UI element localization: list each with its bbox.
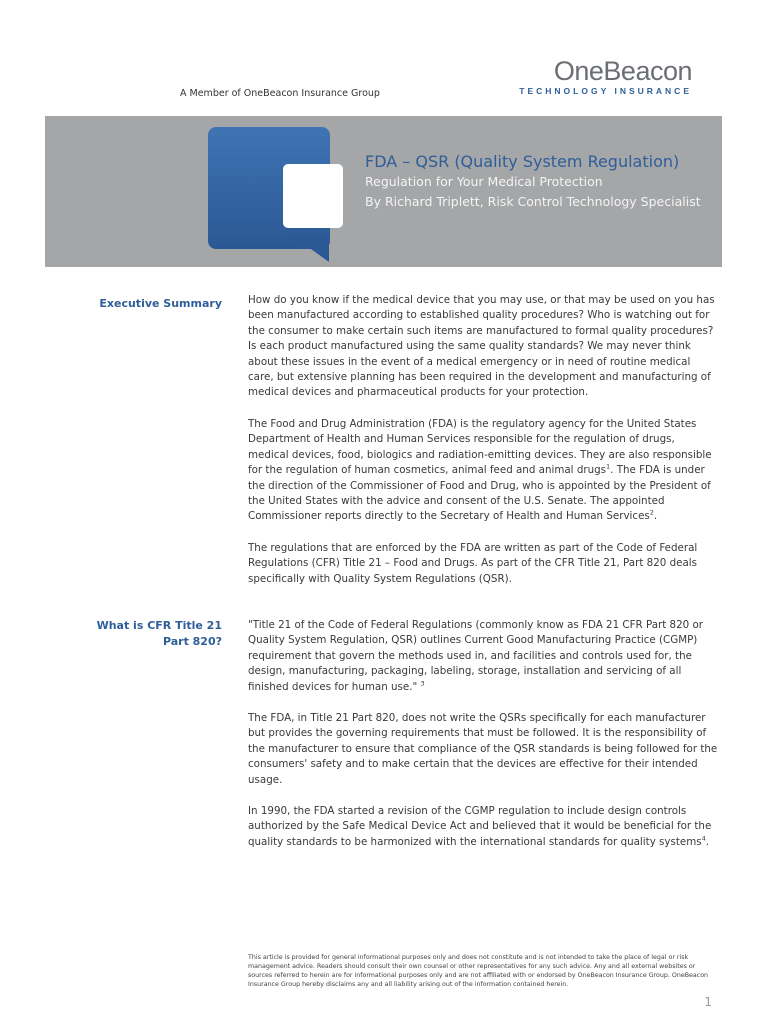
heading-line: Part 820? bbox=[162, 635, 222, 648]
paragraph-text: . The FDA is under the direction of the Commissioner of Food and Drug, who is appointed by the President of the United States with the advice and consent of the U.S. Senate. The appointed Commissioner reports directly to the Secretary of Health and Human Services bbox=[248, 464, 711, 523]
brand-tagline: TECHNOLOGY INSURANCE bbox=[519, 86, 692, 96]
speech-bubble-icon bbox=[207, 126, 349, 264]
banner-text bbox=[365, 152, 701, 212]
title-banner bbox=[45, 116, 722, 267]
footnote-ref: 4 bbox=[701, 834, 706, 843]
footnote-ref: 3 bbox=[420, 679, 425, 688]
body-paragraph bbox=[248, 618, 718, 695]
article-subtitle: Regulation for Your Medical Protection bbox=[365, 174, 603, 189]
body-paragraph bbox=[248, 417, 718, 525]
paragraph-text: In 1990, the FDA started a revision of the CGMP regulation to include design controls authorized by the Safe Medical Device Act and believed that it would be beneficial for the quality standards to be harmonized with the international standards for quality systems bbox=[248, 805, 712, 848]
body-paragraph: The regulations that are enforced by the FDA are written as part of the Code of Federal Regulations (CFR) Title 21 – Food and Drugs. As part of the CFR Title 21, Part 820 deals specifically with Quality System Regulations (QSR). bbox=[248, 542, 698, 585]
paragraph-text: . bbox=[653, 510, 658, 523]
section-heading-executive-summary: Executive Summary bbox=[99, 297, 222, 310]
brand-name: OneBeacon bbox=[553, 56, 692, 86]
article-title: FDA – QSR (Quality System Regulation) bbox=[365, 152, 680, 171]
page-number: 1 bbox=[704, 995, 712, 1009]
section-heading-cfr-title-21 bbox=[97, 618, 222, 650]
footnote-ref: 1 bbox=[606, 462, 611, 471]
footnote-ref: 2 bbox=[649, 509, 654, 518]
paragraph-text: The Food and Drug Administration (FDA) is the regulatory agency for the United States Department of Health and Human Services responsible for the regulation of drugs, medical devices, food, biologics and radiation-emitting devices. They are also responsible for the regulation of human cosmetics, animal feed and animal drugs bbox=[248, 418, 712, 477]
heading-line: What is CFR Title 21 bbox=[96, 619, 222, 632]
body-paragraph bbox=[248, 804, 718, 850]
paragraph-text: . bbox=[705, 835, 710, 848]
article-byline: By Richard Triplett, Risk Control Technology Specialist bbox=[365, 194, 701, 209]
member-line: A Member of OneBeacon Insurance Group bbox=[180, 88, 380, 99]
body-paragraph: How do you know if the medical device that you may use, or that may be used on you has been manufactured according to established quality procedures? Who is watching out for the consumer to make certain such items are manufactured to formal quality procedures? Is each product manufactured using the same quality standards? We may never think about these issues in the event of a medical emergency or in need of routine medical care, but extensive planning has been required in the development and manufacturing of medical devices and pharmaceutical products for your protection. bbox=[248, 294, 715, 399]
brand-logo bbox=[519, 56, 692, 96]
paragraph-text: "Title 21 of the Code of Federal Regulations (commonly know as FDA 21 CFR Part 820 or Quality System Regulation, QSR) outlines Current Good Manufacturing Practice (CGMP) requirement that govern the methods used in, and facilities and controls used for, the design, manufacturing, packaging, labeling, storage, installation and servicing of all finished devices for human use." bbox=[248, 619, 704, 693]
disclaimer: This article is provided for general informational purposes only and does not constitute and is not intended to take the place of legal or risk management advice. Readers should consult their own counsel or other representatives for any such advice. Any and all external websites or sources referred to herein are for informational purposes only and are not affiliated with or endorsed by OneBeacon Insurance Group. OneBeacon Insurance Group hereby disclaims any and all liability arising out of the information contained herein. bbox=[248, 954, 709, 988]
body-paragraph: The FDA, in Title 21 Part 820, does not write the QSRs specifically for each manufacturer but provides the governing requirements that must be followed. It is the responsibility of the manufacturer to ensure that compliance of the QSR standards is being followed for the consumers' safety and to make certain that the devices are effective for their intended usage. bbox=[248, 712, 718, 786]
